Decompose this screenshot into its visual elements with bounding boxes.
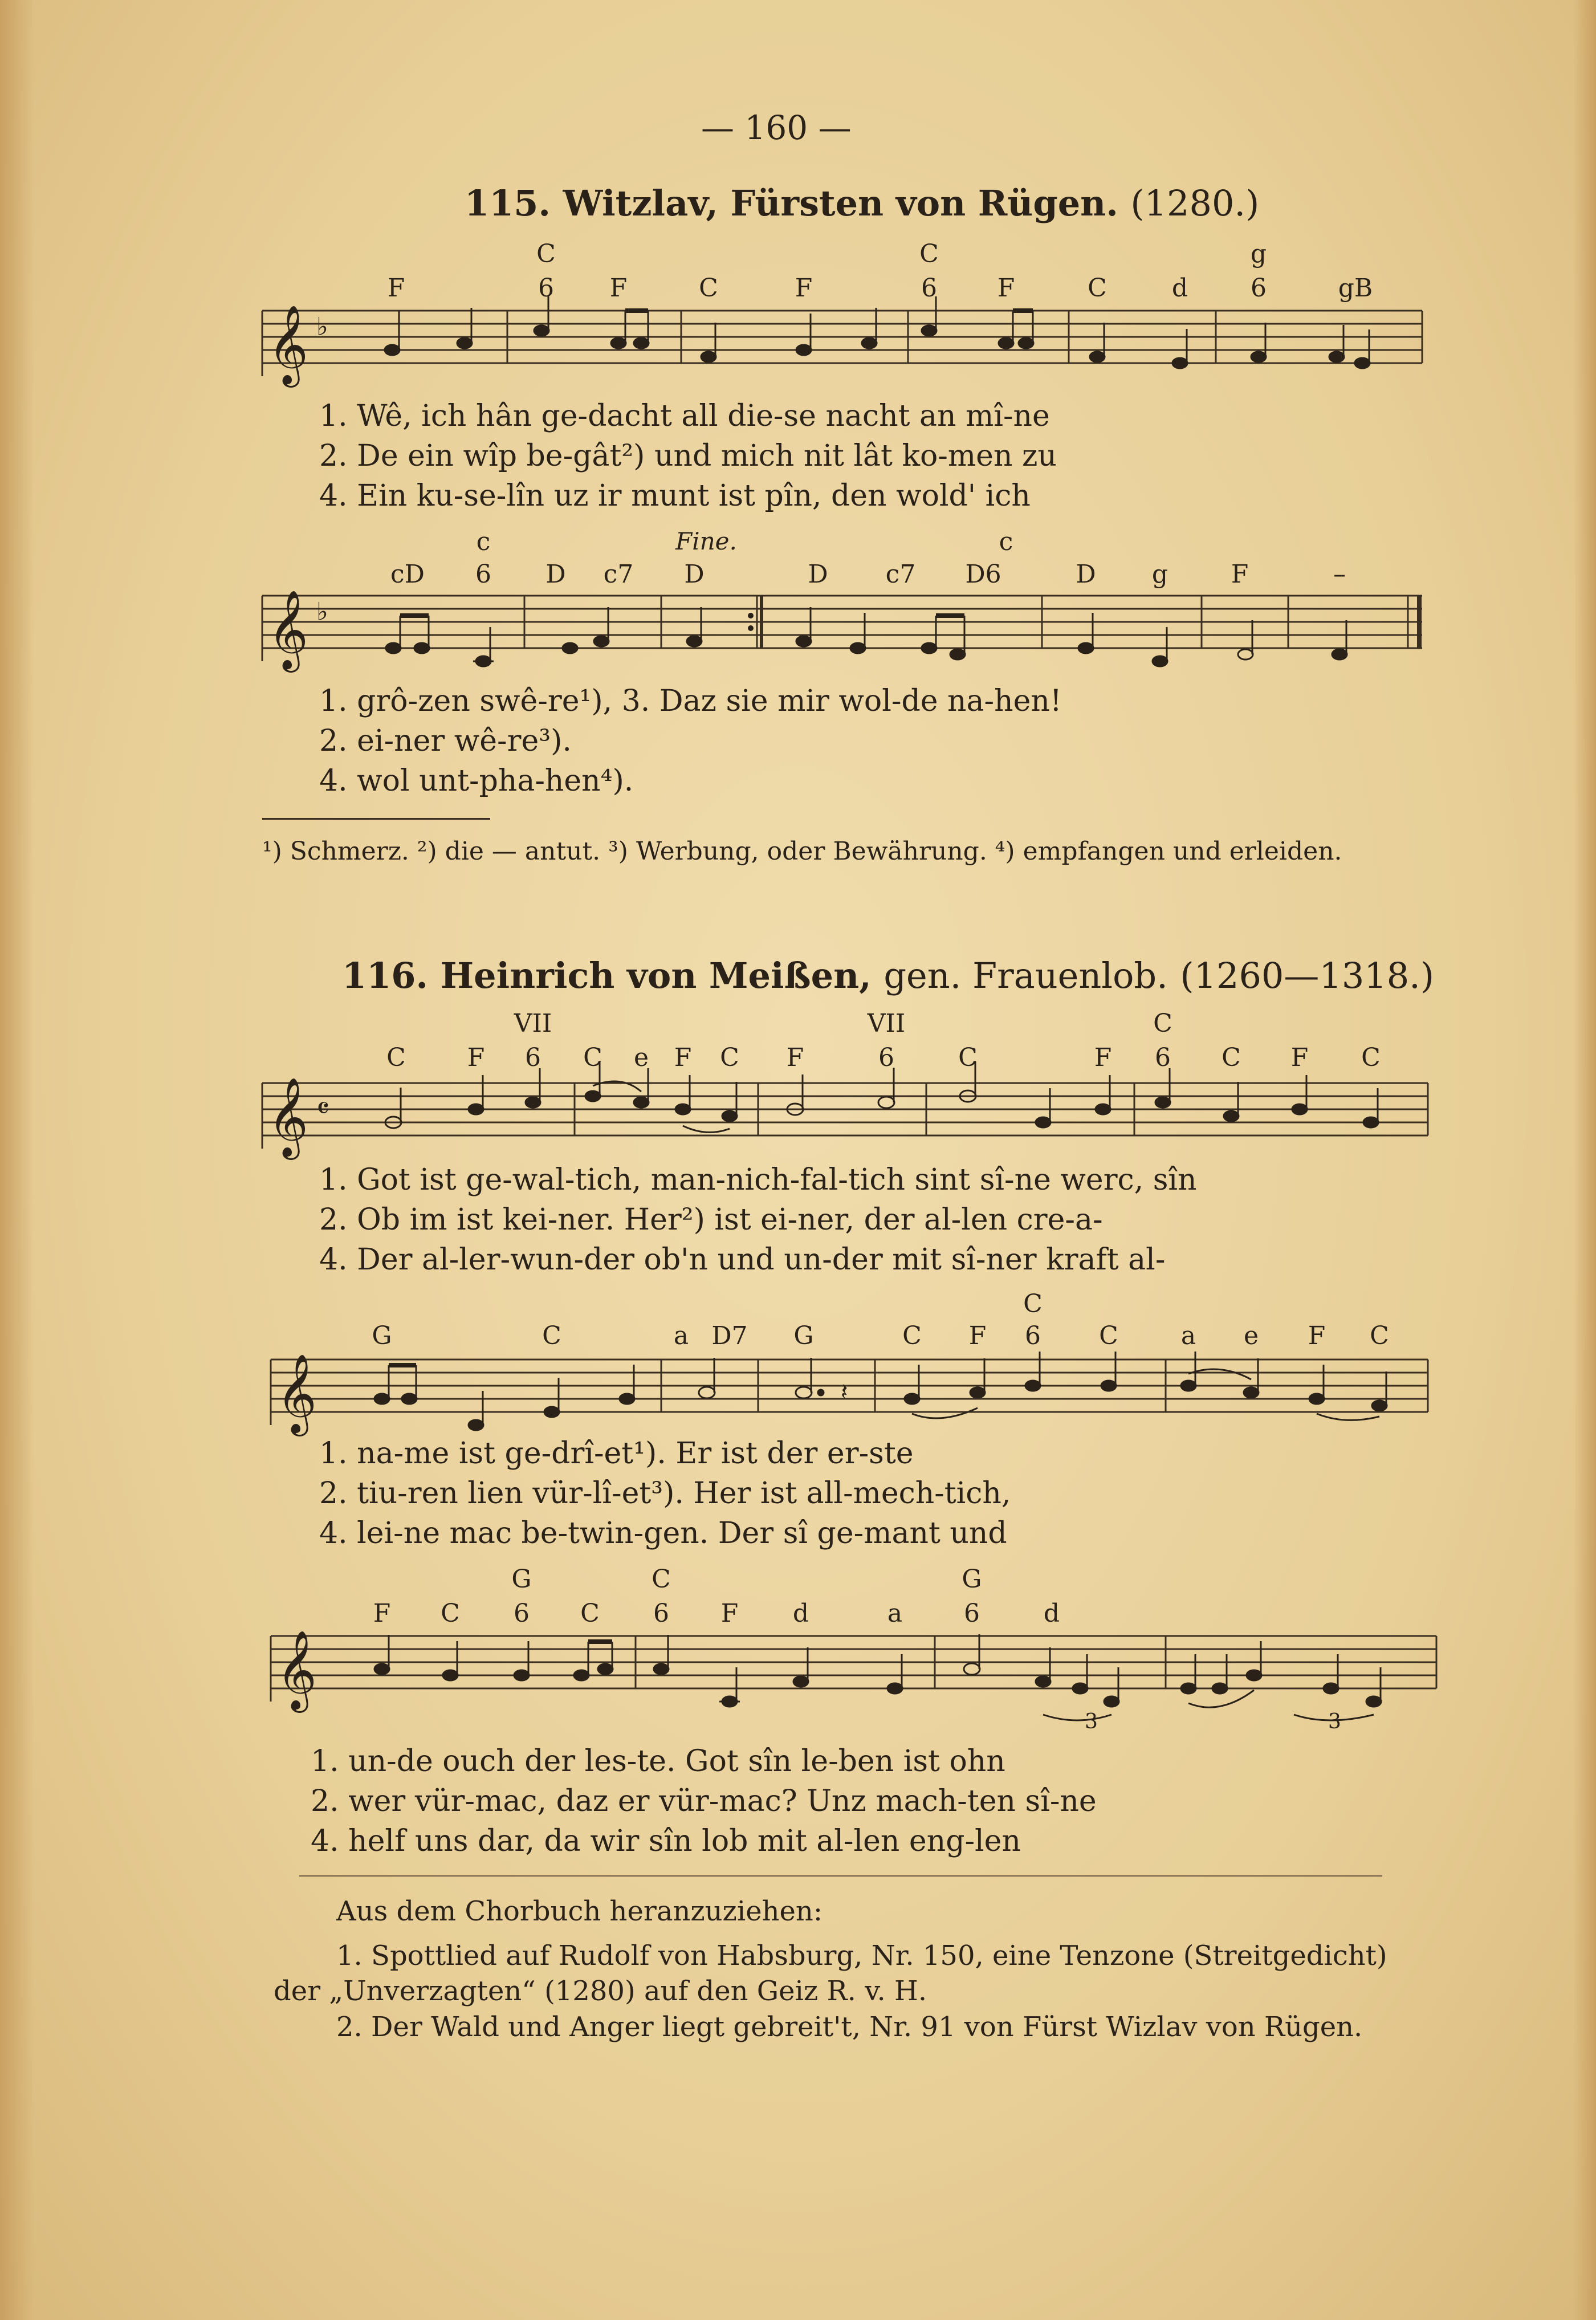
chord: d <box>1043 1599 1060 1628</box>
chord: C <box>1222 1043 1241 1072</box>
section-rule <box>299 1875 1382 1877</box>
lyric-line: 4. Ein ku-se-lîn uz ir munt ist pîn, den wold' ich <box>319 479 1031 513</box>
song116-title-text: 116. Heinrich von Meißen, <box>342 955 872 996</box>
lyric-line: 2. ei-ner wê-re³). <box>319 724 572 758</box>
lyric-line: 2. Ob im ist kei-ner. Her²) ist ei-ner, der al-len cre-a- <box>319 1203 1103 1237</box>
chord-upper: G <box>962 1565 982 1594</box>
chord-upper: VII <box>867 1009 906 1038</box>
chord: F <box>1308 1321 1326 1350</box>
chord: 6 <box>475 560 491 589</box>
chord: 6 <box>921 274 937 303</box>
chord: F <box>1231 560 1249 589</box>
page-number: — 160 — <box>701 108 852 147</box>
chord-upper: C <box>1153 1009 1172 1038</box>
chord: D <box>808 560 828 589</box>
chorbuch-item: 2. Der Wald und Anger liegt gebreit't, Nr. 91 von Fürst Wizlav von Rügen. <box>336 2011 1363 2043</box>
chord: 6 <box>1025 1321 1041 1350</box>
chord: 6 <box>525 1043 541 1072</box>
chord: F <box>997 274 1015 303</box>
chord: G <box>793 1321 814 1350</box>
chord: F <box>373 1599 391 1628</box>
chord: d <box>1171 274 1188 303</box>
triplet-mark: 3 <box>1085 1710 1098 1733</box>
chord: 6 <box>878 1043 894 1072</box>
chord: C <box>1370 1321 1389 1350</box>
svg-text:𝄴: 𝄴 <box>316 1092 330 1126</box>
chord: e <box>1243 1321 1259 1350</box>
lyric-line: 2. tiu-ren lien vür-lî-et³). Her ist all-mech-tich, <box>319 1476 1011 1511</box>
chord: C <box>1361 1043 1381 1072</box>
svg-text:𝄞: 𝄞 <box>268 590 308 669</box>
svg-text:♭: ♭ <box>316 597 328 626</box>
chord: D <box>1076 560 1096 589</box>
lyric-line: 1. Wê, ich hân ge-dacht all die-se nacht an mî-ne <box>319 399 1050 433</box>
chord: d <box>792 1599 809 1628</box>
chord: a <box>1180 1321 1196 1350</box>
chord: F <box>609 274 628 303</box>
chord: a <box>887 1599 903 1628</box>
chord: C <box>958 1043 978 1072</box>
lyric-line: 4. wol unt-pha-hen⁴). <box>319 764 634 798</box>
chord: F <box>795 274 813 303</box>
chord: F <box>1290 1043 1309 1072</box>
chord: F <box>968 1321 987 1350</box>
chord-upper: C <box>536 239 556 268</box>
lyric-line: 1. grô-zen swê-re¹), 3. Daz sie mir wol-de na-hen! <box>319 684 1062 718</box>
chord: 6 <box>538 274 554 303</box>
chord: c7 <box>603 560 634 589</box>
chord-upper: C <box>652 1565 671 1594</box>
chord: gB <box>1338 274 1373 303</box>
lyric-line: 2. wer vür-mac, daz er vür-mac? Unz mach-ten sî-ne <box>311 1784 1097 1818</box>
chord: 6 <box>514 1599 530 1628</box>
song115-title-text: 115. Witzlav, Fürsten von Rügen. <box>465 182 1118 224</box>
chord: 6 <box>653 1599 669 1628</box>
chord: c7 <box>885 560 916 589</box>
chord: F <box>467 1043 485 1072</box>
chord: – <box>1333 560 1346 589</box>
chorbuch-heading: Aus dem Chorbuch heranzuziehen: <box>336 1895 823 1927</box>
chord-upper: g <box>1250 239 1267 268</box>
chord: C <box>542 1321 561 1350</box>
song116-title-sub: gen. Frauenlob. <box>883 955 1168 996</box>
lyric-line: 2. De ein wîp be-gât²) und mich nit lât ko-men zu <box>319 439 1057 473</box>
chord: e <box>633 1043 649 1072</box>
chord-upper: c <box>999 527 1013 556</box>
chord: C <box>699 274 718 303</box>
chord: G <box>372 1321 392 1350</box>
lyric-line: 4. Der al-ler-wun-der ob'n und un-der mit sî-ner kraft al- <box>319 1243 1166 1277</box>
lyric-line: 1. Got ist ge-wal-tich, man-nich-fal-tich sint sî-ne werc, sîn <box>319 1163 1197 1197</box>
chord: C <box>386 1043 406 1072</box>
fine-marker: Fine. <box>675 527 737 555</box>
chord: D <box>684 560 705 589</box>
svg-text:𝄽: 𝄽 <box>841 1379 848 1405</box>
chord-upper: VII <box>514 1009 552 1038</box>
chord: C <box>720 1043 739 1072</box>
chord: 6 <box>964 1599 980 1628</box>
svg-text:𝄞: 𝄞 <box>268 1077 308 1157</box>
chord: F <box>1094 1043 1112 1072</box>
chord-upper: c <box>476 527 491 556</box>
lyric-line: 1. na-me ist ge-drî-et¹). Er ist der er-ste <box>319 1436 914 1471</box>
chord: 6 <box>1155 1043 1171 1072</box>
triplet-mark: 3 <box>1328 1710 1341 1733</box>
chord: F <box>674 1043 692 1072</box>
chord: C <box>1099 1321 1118 1350</box>
chord: a <box>673 1321 689 1350</box>
chord: C <box>1088 274 1107 303</box>
chord-upper: G <box>511 1565 532 1594</box>
svg-text:𝄞: 𝄞 <box>268 305 308 384</box>
chord: C <box>583 1043 602 1072</box>
chord: cD <box>390 560 425 589</box>
chord: F <box>786 1043 804 1072</box>
song115-footnotes: ¹) Schmerz. ²) die — antut. ³) Werbung, oder Bewährung. ⁴) empfangen und erleiden. <box>262 837 1342 866</box>
lyric-line: 4. lei-ne mac be-twin-gen. Der sî ge-mant und <box>319 1516 1007 1550</box>
chord: C <box>902 1321 922 1350</box>
chord: C <box>580 1599 600 1628</box>
svg-text:♭: ♭ <box>316 312 328 341</box>
chord-upper: C <box>919 239 939 268</box>
chord: C <box>441 1599 460 1628</box>
lyric-line: 4. helf uns dar, da wir sîn lob mit al-len eng-len <box>311 1824 1021 1858</box>
chord-upper: C <box>1023 1289 1043 1318</box>
chord: F <box>387 274 405 303</box>
chord: D <box>545 560 566 589</box>
chord: F <box>720 1599 739 1628</box>
chord: D6 <box>965 560 1001 589</box>
svg-text:𝄞: 𝄞 <box>276 1354 317 1433</box>
chord: 6 <box>1251 274 1267 303</box>
song116-years: (1260—1318.) <box>1180 955 1435 996</box>
song115-year: (1280.) <box>1130 182 1260 224</box>
chorbuch-item: 1. Spottlied auf Rudolf von Habsburg, Nr. 150, eine Tenzone (Streitgedicht) der „Unverzagten“ (1280) auf den Geiz R. v. H. <box>274 1940 1387 2007</box>
chord: g <box>1151 560 1168 589</box>
chord: D7 <box>711 1321 748 1350</box>
svg-text:𝄞: 𝄞 <box>276 1630 317 1710</box>
lyric-line: 1. un-de ouch der les-te. Got sîn le-ben ist ohn <box>311 1744 1005 1778</box>
